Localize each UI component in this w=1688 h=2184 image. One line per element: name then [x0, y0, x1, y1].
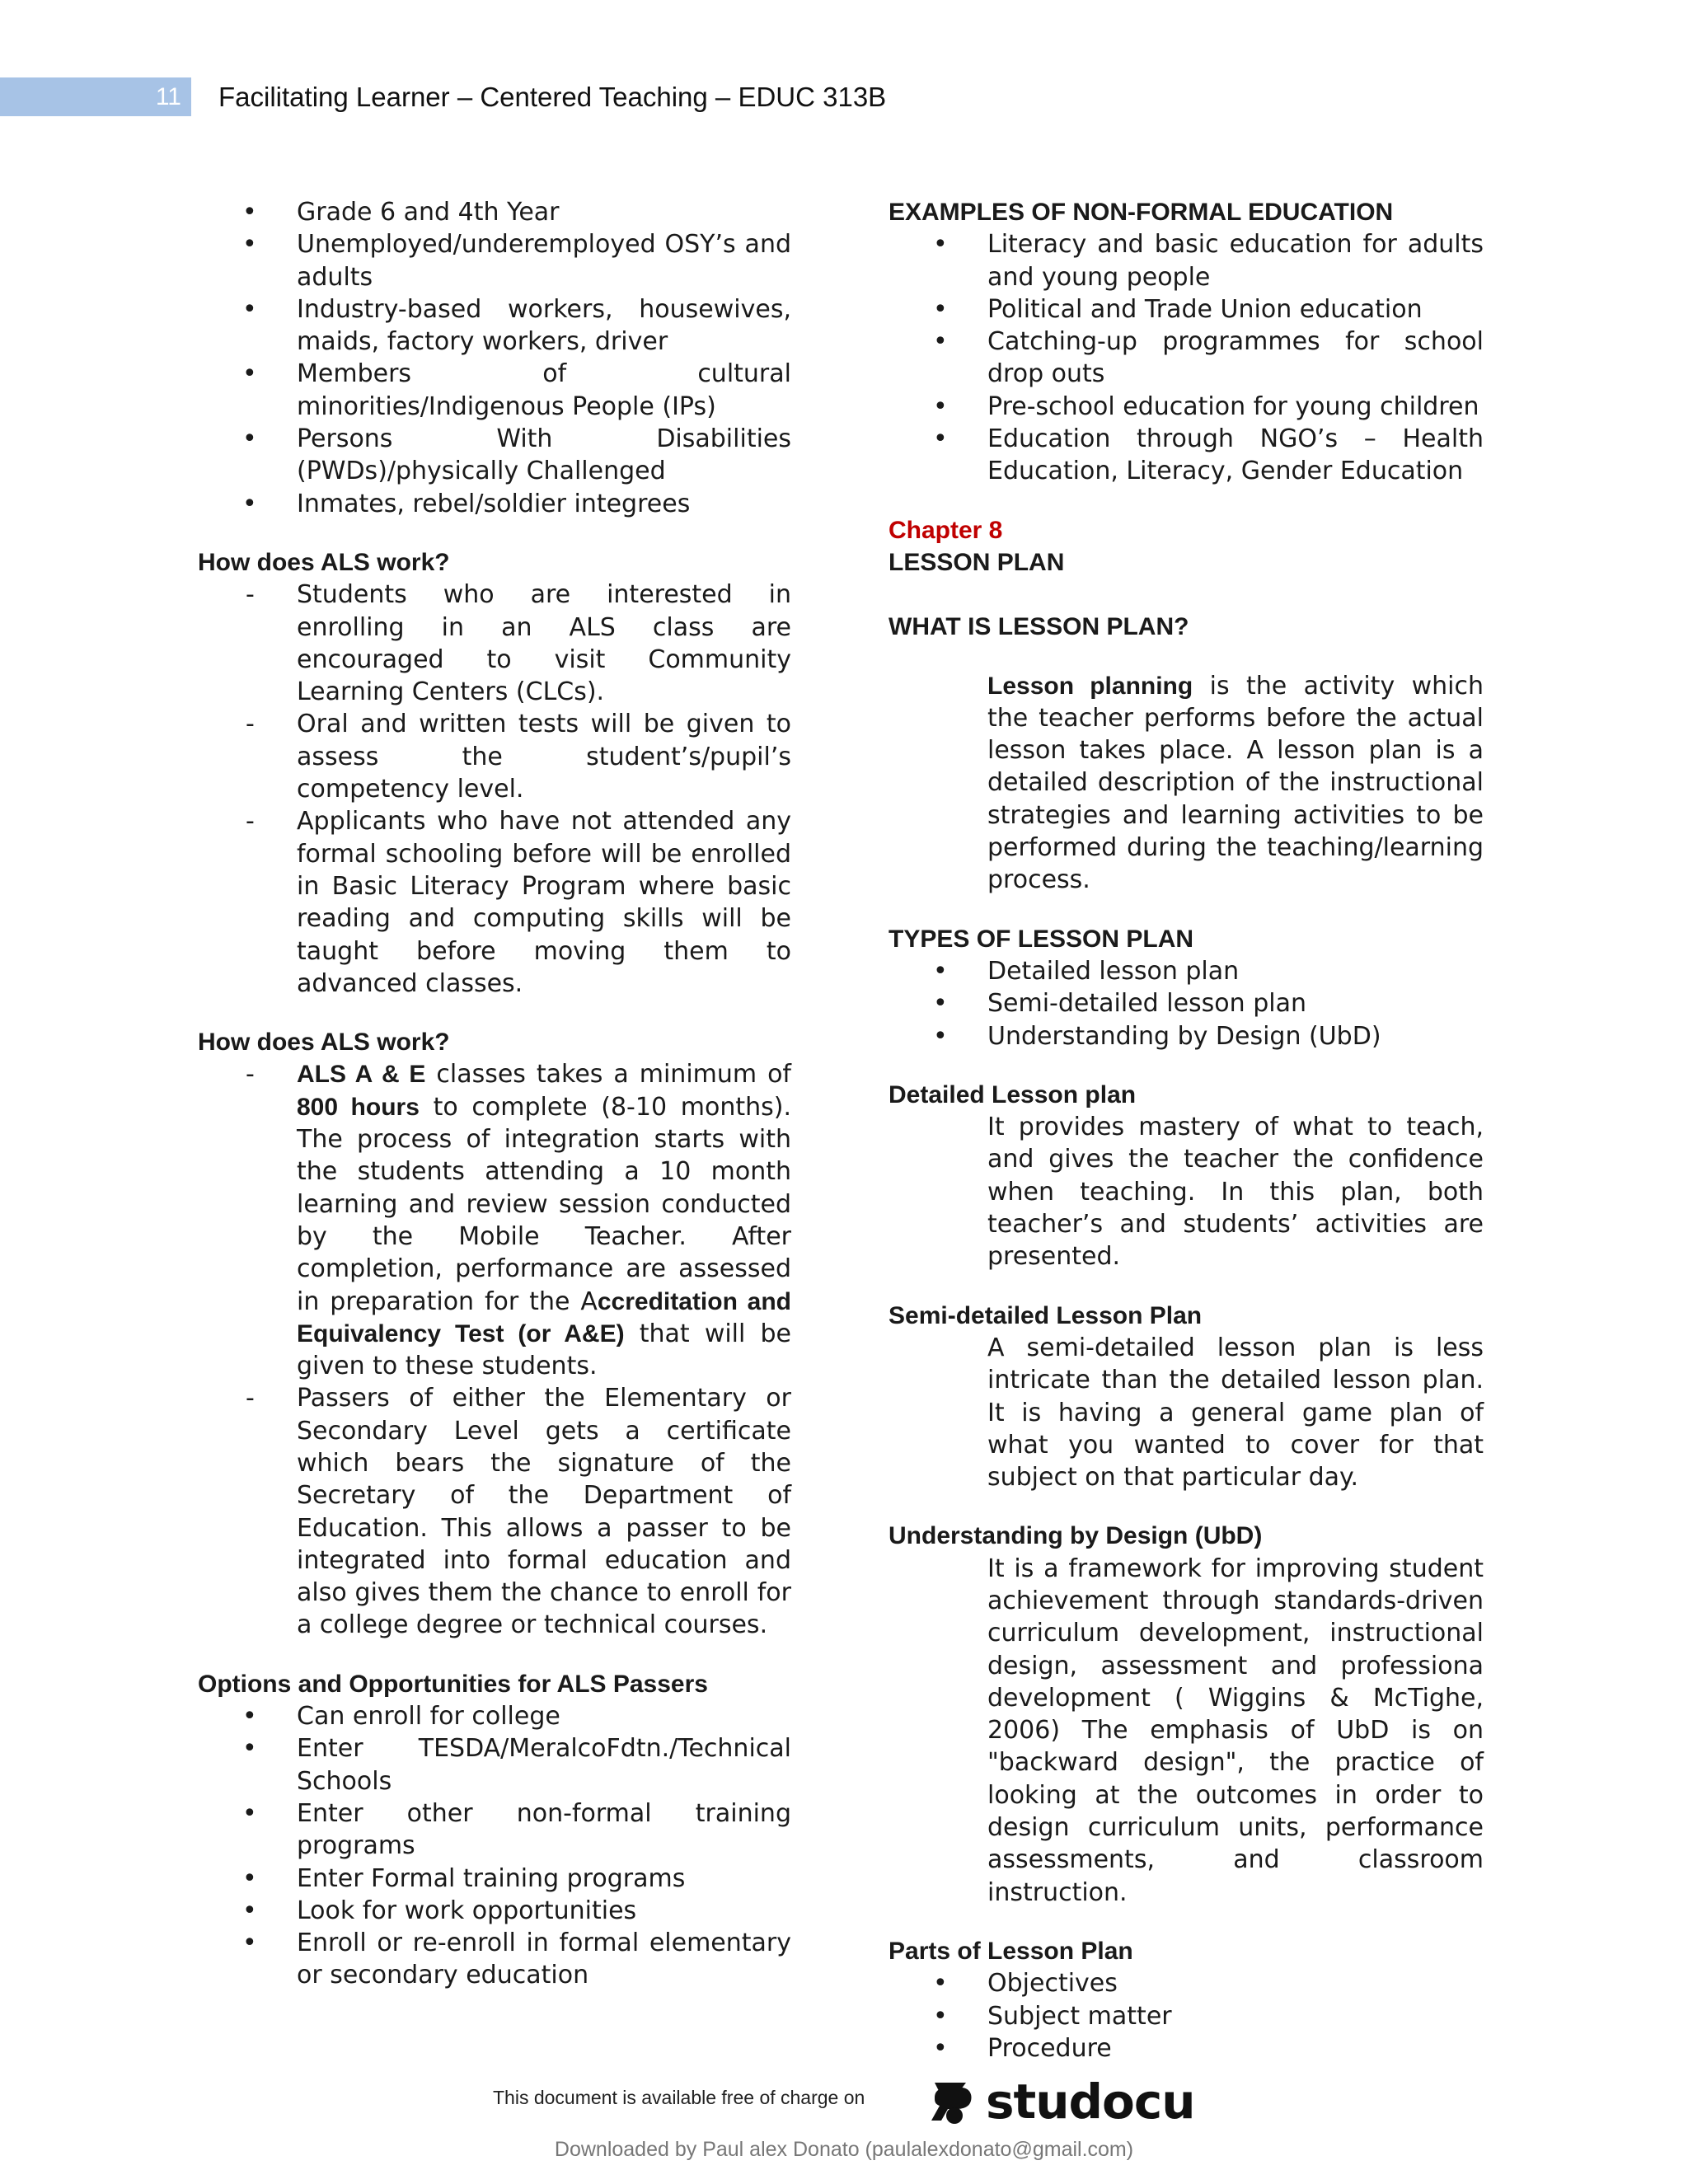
studocu-logo-text: studocu [986, 2074, 1195, 2130]
list-item: - Applicants who have not attended any formal schooling before will be enrolled in Basic Literacy Program where basic reading and computing skills will be taught before moving them to advanced classes. [246, 807, 791, 998]
list-item: • Can enroll for college [198, 1700, 791, 1732]
bullet-icon: • [242, 1702, 257, 1732]
bullet-icon: • [933, 2033, 948, 2063]
list-item: - Students who are interested in enrolling in an ALS class are encouraged to visit Community Learning Centers (CLCs). [246, 580, 791, 707]
header-title: Facilitating Learner – Centered Teaching – EDUC 313B [218, 82, 887, 112]
options-list [198, 1700, 791, 1992]
bullet-icon: • [242, 1734, 257, 1764]
list-item: • Enter Formal training programs [198, 1863, 791, 1895]
list-item: • Literacy and basic education for adults and young people [933, 230, 1484, 292]
intro-list [198, 196, 791, 520]
section-heading-detailed: Detailed Lesson plan [889, 1080, 1137, 1108]
page-header [0, 77, 1688, 116]
bullet-icon: • [242, 1863, 257, 1893]
list-item: • Persons With Disabilities (PWDs)/physically Challenged [242, 424, 791, 486]
list-item: • Pre-school education for young children [889, 391, 1484, 423]
list-item: - Passers of either the Elementary or Secondary Level gets a certificate which bears the signature of the Secretary of the Department of Education. This allows a passer to be integrated into formal education and also gives them the chance to enroll for a college degree or technical courses. [246, 1384, 791, 1640]
dash-icon: - [246, 710, 255, 739]
detailed-paragraph: It provides mastery of what to teach, and gives the teacher the confidence when teaching. In this plan, both teacher’s and students’ activities are presented. [987, 1113, 1484, 1272]
list-item: • Education through NGO’s – Health Education, Literacy, Gender Education [933, 424, 1484, 486]
section-heading-how-als-works: How does ALS work? [198, 548, 450, 576]
dash-icon: - [246, 1384, 255, 1413]
chapter-title: LESSON PLAN [889, 548, 1065, 576]
footer [0, 2074, 1688, 2130]
types-list [889, 955, 1484, 1052]
dash-icon: - [246, 580, 255, 610]
studocu-logo-icon [923, 2073, 981, 2130]
list-item: • Procedure [889, 2032, 1484, 2064]
list-item: • Semi-detailed lesson plan [889, 987, 1484, 1019]
bullet-icon: • [242, 424, 257, 454]
dash-icon: - [246, 807, 255, 837]
list-item: • Grade 6 and 4th Year [198, 196, 791, 228]
list-item: • Understanding by Design (UbD) [889, 1020, 1484, 1052]
list-item: • Industry-based workers, housewives, maids, factory workers, driver [242, 294, 791, 357]
list-item: • Enter TESDA/MeralcoFdtn./Technical Schools [242, 1734, 791, 1796]
section-heading-ubd: Understanding by Design (UbD) [889, 1522, 1263, 1550]
bullet-icon: • [933, 294, 948, 324]
list-item: • Enter other non-formal training programs [242, 1798, 791, 1861]
list-item: - Oral and written tests will be given to assess the student’s/pupil’s competency level. [246, 710, 791, 804]
bullet-icon: • [242, 230, 257, 260]
bullet-icon: • [933, 1969, 948, 1999]
list-item: • Enroll or re-enroll in formal elementary or secondary education [242, 1929, 791, 1990]
footer-available-text: This document is available free of charge on [493, 2087, 865, 2108]
right-column [889, 196, 1484, 2064]
bullet-icon: • [242, 359, 257, 389]
section-heading-what-is-lesson-plan: WHAT IS LESSON PLAN? [889, 613, 1189, 641]
bullet-icon: • [242, 1798, 257, 1828]
footer-downloaded-text: Downloaded by Paul alex Donato (paulalexdonato@gmail.com) [554, 2138, 1134, 2161]
bullet-icon: • [933, 327, 948, 357]
nfe-list [889, 228, 1484, 487]
list-item: • Catching-up programmes for school drop outs [933, 327, 1484, 389]
als-ae-list [198, 1058, 791, 1641]
ubd-paragraph: It is a framework for improving student achievement through standards-driven curriculum development, instructional design, assessment and professiona development ( Wiggins & McTighe, 2006) The emphasis of UbD is on "backward design", the practice of looking at the outcomes in order to design curriculum units, performance assessments, and classroom instruction. [987, 1554, 1484, 1907]
bullet-icon: • [242, 1929, 257, 1958]
parts-list [889, 1967, 1484, 2064]
section-heading-options: Options and Opportunities for ALS Passers [198, 1670, 708, 1698]
list-item: • Members of cultural minorities/Indigenous People (IPs) [242, 359, 791, 421]
page-number: 11 [0, 77, 191, 116]
list-item: - ALS A & E classes takes a minimum of 800 hours to complete (8-10 months). The process of integration starts with the students attending a 10 month learning and review session conducted by the Mobile Teacher. After completion, performance are assessed in preparation for the Accreditation and Equivalency Test (or A&E) that will be given to these students. [246, 1060, 792, 1381]
how-als-works-list [198, 579, 791, 1000]
list-item: • Inmates, rebel/soldier integrees [198, 488, 791, 520]
list-item: • Objectives [889, 1967, 1484, 1999]
bullet-icon: • [933, 391, 948, 421]
bullet-icon: • [933, 1021, 948, 1051]
section-heading-parts: Parts of Lesson Plan [889, 1937, 1133, 1965]
studocu-logo[interactable] [923, 2074, 1195, 2130]
bullet-icon: • [933, 424, 948, 454]
dash-icon: - [246, 1060, 255, 1090]
what-is-lesson-plan-paragraph: Lesson planning is the activity which the teacher performs before the actual lesson takes place. A lesson plan is a detailed description of the instructional strategies and learning activities to be performed during the teaching/learning process. [987, 671, 1484, 895]
bullet-icon: • [242, 489, 257, 518]
left-column [198, 196, 791, 1992]
bullet-icon: • [933, 989, 948, 1019]
section-heading-semi-detailed: Semi-detailed Lesson Plan [889, 1301, 1203, 1329]
section-heading-types: TYPES OF LESSON PLAN [889, 925, 1194, 953]
bullet-icon: • [242, 1896, 257, 1925]
list-item: • Unemployed/underemployed OSY’s and adults [242, 230, 791, 292]
list-item: • Subject matter [889, 2000, 1484, 2032]
bullet-icon: • [242, 294, 257, 324]
list-item: • Detailed lesson plan [889, 955, 1484, 987]
bullet-icon: • [242, 198, 257, 227]
bullet-icon: • [933, 2001, 948, 2031]
section-heading-how-als-works-2: How does ALS work? [198, 1029, 450, 1057]
bullet-icon: • [933, 956, 948, 986]
list-item: • Political and Trade Union education [889, 293, 1484, 326]
semi-detailed-paragraph: A semi-detailed lesson plan is less intricate than the detailed lesson plan. It is having a general game plan of what you wanted to cover for that subject on that particular day. [987, 1333, 1484, 1493]
bullet-icon: • [933, 230, 948, 260]
section-heading-nfe: EXAMPLES OF NON-FORMAL EDUCATION [889, 199, 1394, 226]
chapter-label: Chapter 8 [889, 516, 1003, 544]
list-item: • Look for work opportunities [198, 1895, 791, 1927]
